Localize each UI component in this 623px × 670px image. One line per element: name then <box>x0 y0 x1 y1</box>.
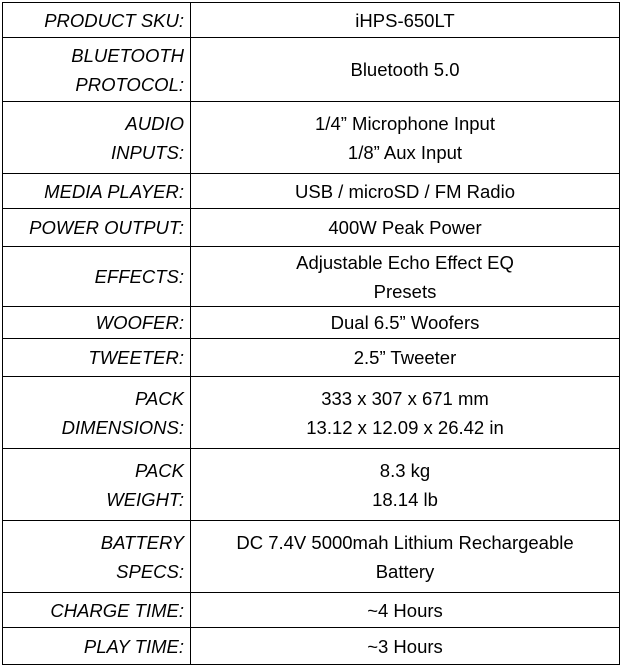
row-label: EFFECTS: <box>3 247 191 307</box>
row-label: PACK DIMENSIONS: <box>3 377 191 449</box>
row-value: ~3 Hours <box>191 628 620 665</box>
table-row <box>3 449 620 521</box>
row-label: MEDIA PLAYER: <box>3 174 191 209</box>
table-row <box>3 377 620 449</box>
row-value: 1/4” Microphone Input 1/8” Aux Input <box>191 102 620 174</box>
row-value: 2.5” Tweeter <box>191 339 620 377</box>
row-value: Adjustable Echo Effect EQ Presets <box>191 247 620 307</box>
row-label: BATTERY SPECS: <box>3 521 191 593</box>
row-value: ~4 Hours <box>191 593 620 628</box>
row-label: WOOFER: <box>3 307 191 339</box>
table-row <box>3 593 620 628</box>
table-row <box>3 174 620 209</box>
table-row <box>3 209 620 247</box>
table-row <box>3 247 620 307</box>
row-value: 400W Peak Power <box>191 209 620 247</box>
row-label: PACK WEIGHT: <box>3 449 191 521</box>
table-row <box>3 102 620 174</box>
row-label: POWER OUTPUT: <box>3 209 191 247</box>
row-value: Dual 6.5” Woofers <box>191 307 620 339</box>
table-row <box>3 628 620 665</box>
row-label: PRODUCT SKU: <box>3 3 191 38</box>
row-value: DC 7.4V 5000mah Lithium Rechargeable Battery <box>191 521 620 593</box>
row-label: AUDIO INPUTS: <box>3 102 191 174</box>
row-label: PLAY TIME: <box>3 628 191 665</box>
row-value: iHPS-650LT <box>191 3 620 38</box>
row-value: 8.3 kg 18.14 lb <box>191 449 620 521</box>
row-label: TWEETER: <box>3 339 191 377</box>
table-row <box>3 38 620 102</box>
row-value: USB / microSD / FM Radio <box>191 174 620 209</box>
table-row <box>3 3 620 38</box>
row-label: CHARGE TIME: <box>3 593 191 628</box>
row-label: BLUETOOTH PROTOCOL: <box>3 38 191 102</box>
table-row <box>3 339 620 377</box>
spec-table <box>2 2 620 665</box>
table-row <box>3 521 620 593</box>
row-value: Bluetooth 5.0 <box>191 38 620 102</box>
spec-table-body <box>3 3 620 665</box>
table-row <box>3 307 620 339</box>
row-value: 333 x 307 x 671 mm 13.12 x 12.09 x 26.42 in <box>191 377 620 449</box>
